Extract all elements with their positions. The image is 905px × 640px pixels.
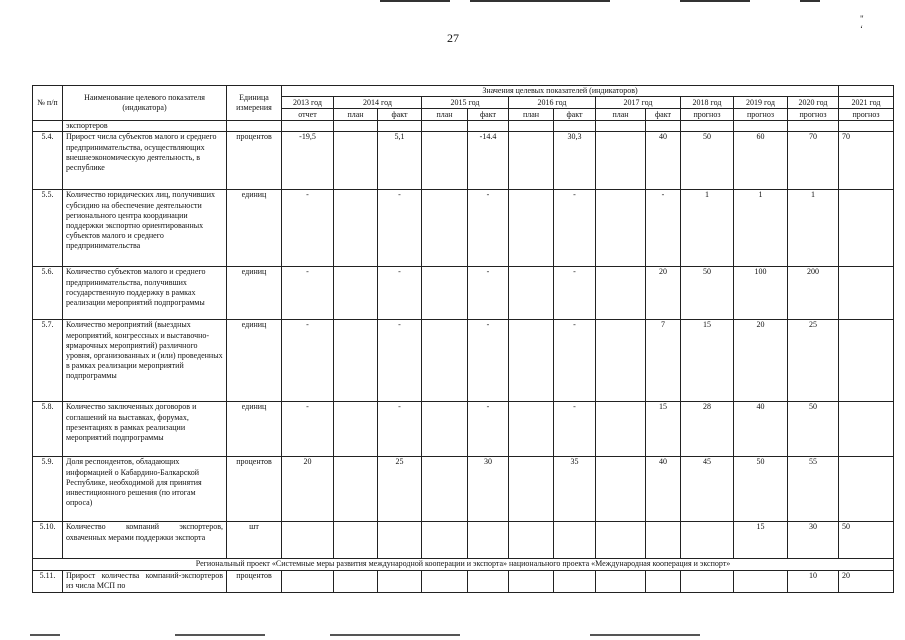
indicator-value: -: [282, 402, 334, 457]
indicator-value: 28: [681, 402, 734, 457]
indicator-name: Количество компаний экспортеров, охваченных мерами поддержки экспорта: [63, 522, 227, 559]
indicator-value: 10: [788, 570, 839, 592]
indicator-value: 15: [681, 320, 734, 402]
indicator-value: [596, 121, 646, 132]
scan-artifact-line: [380, 0, 450, 2]
row-number: 5.5.: [33, 190, 63, 267]
row-number: 5.7.: [33, 320, 63, 402]
page-number: 27: [447, 31, 459, 45]
indicator-value: [839, 402, 894, 457]
unit-of-measure: единиц: [227, 190, 282, 267]
table-row: [33, 121, 894, 132]
indicator-value: [681, 121, 734, 132]
indicator-value: [378, 570, 422, 592]
header-year: 2013 год: [282, 97, 334, 109]
indicator-value: -19,5: [282, 132, 334, 190]
indicator-value: [334, 320, 378, 402]
indicator-value: 15: [734, 522, 788, 559]
target-indicators-table: [32, 85, 894, 593]
header-year: 2017 год: [596, 97, 681, 109]
indicator-value: -: [468, 402, 509, 457]
indicator-value: 40: [734, 402, 788, 457]
indicator-value: [646, 522, 681, 559]
header-year: 2021 год: [839, 97, 894, 109]
indicator-value: [646, 121, 681, 132]
header-subcolumn: план: [509, 109, 554, 121]
indicator-value: [681, 570, 734, 592]
indicator-value: -: [646, 190, 681, 267]
regional-project-row: Региональный проект «Системные меры развития международной кооперации и экспорта» национального проекта «Международная кооперация и экспорт»: [33, 559, 894, 570]
indicator-value: 100: [734, 267, 788, 320]
indicator-value: -: [378, 320, 422, 402]
indicator-value: [596, 457, 646, 522]
scan-artifact-line: [175, 634, 265, 636]
header-subcolumn: план: [596, 109, 646, 121]
indicator-value: [839, 190, 894, 267]
indicator-value: [509, 457, 554, 522]
indicator-value: -: [378, 402, 422, 457]
indicator-value: 20: [282, 457, 334, 522]
scan-artifact-line: [470, 0, 610, 2]
indicator-name: Прирост количества компаний-экспортеров из числа МСП по: [63, 570, 227, 592]
indicator-value: [334, 402, 378, 457]
indicator-value: [509, 402, 554, 457]
indicator-value: -: [378, 267, 422, 320]
indicator-value: [554, 522, 596, 559]
unit-of-measure: единиц: [227, 267, 282, 320]
indicator-value: [334, 267, 378, 320]
indicator-value: [378, 522, 422, 559]
header-year: 2016 год: [509, 97, 596, 109]
indicator-value: [334, 457, 378, 522]
indicator-value: [734, 570, 788, 592]
indicator-value: 1: [734, 190, 788, 267]
indicator-value: 40: [646, 132, 681, 190]
header-year: 2019 год: [734, 97, 788, 109]
indicator-value: -: [378, 190, 422, 267]
header-num: № п/п: [33, 86, 63, 121]
indicator-value: [788, 121, 839, 132]
indicator-value: 30,3: [554, 132, 596, 190]
unit-of-measure: процентов: [227, 132, 282, 190]
header-subcolumn: факт: [378, 109, 422, 121]
table-row: [33, 570, 894, 592]
indicator-value: -: [282, 267, 334, 320]
indicator-value: 50: [681, 132, 734, 190]
indicator-value: [839, 320, 894, 402]
unit-of-measure: [227, 121, 282, 132]
indicator-name: Прирост числа субъектов малого и среднего предпринимательства, осуществляющих внешнеэкономическую деятельность, в республике: [63, 132, 227, 190]
indicator-value: -: [554, 320, 596, 402]
indicator-value: 50: [681, 267, 734, 320]
table-row: [33, 267, 894, 320]
indicator-value: [422, 267, 468, 320]
indicator-value: [596, 320, 646, 402]
indicator-name: Количество юридических лиц, получивших субсидию на обеспечение деятельности регионального центра координации поддержки экспортно ориентированных субъектов малого и среднего предпринимательства: [63, 190, 227, 267]
header-year: 2015 год: [422, 97, 509, 109]
indicator-value: 20: [646, 267, 681, 320]
indicator-value: [596, 522, 646, 559]
indicator-value: 35: [554, 457, 596, 522]
indicator-value: [554, 570, 596, 592]
indicator-value: 25: [788, 320, 839, 402]
unit-of-measure: шт: [227, 522, 282, 559]
indicator-value: 30: [468, 457, 509, 522]
indicator-value: [334, 190, 378, 267]
indicator-value: 45: [681, 457, 734, 522]
indicator-value: [422, 457, 468, 522]
row-number: 5.10.: [33, 522, 63, 559]
indicator-value: 5,1: [378, 132, 422, 190]
indicator-value: -: [468, 190, 509, 267]
indicator-name: Количество субъектов малого и среднего предпринимательства, получивших государственную поддержку в рамках реализации мероприятий подпрограммы: [63, 267, 227, 320]
indicator-value: -: [554, 190, 596, 267]
header-empty: [839, 86, 894, 97]
unit-of-measure: процентов: [227, 570, 282, 592]
header-subcolumn: отчет: [282, 109, 334, 121]
indicator-value: 30: [788, 522, 839, 559]
indicator-value: -: [554, 402, 596, 457]
indicator-value: 40: [646, 457, 681, 522]
row-number: 5.11.: [33, 570, 63, 592]
indicator-value: [282, 121, 334, 132]
table-row: [33, 132, 894, 190]
scan-artifact-line: [680, 0, 750, 2]
header-unit: Единица измерения: [227, 86, 282, 121]
indicator-value: 1: [681, 190, 734, 267]
indicator-value: [509, 190, 554, 267]
indicator-value: [422, 570, 468, 592]
unit-of-measure: единиц: [227, 402, 282, 457]
header-subcolumn: факт: [554, 109, 596, 121]
indicator-value: -: [282, 190, 334, 267]
indicator-value: [334, 132, 378, 190]
indicator-value: [509, 570, 554, 592]
indicator-value: [596, 402, 646, 457]
header-values-group: Значения целевых показателей (индикаторов): [282, 86, 839, 97]
indicator-name: Количество мероприятий (выездных мероприятий, конгрессных и выставочно-ярмарочных мероприятий) различного уровня, организованных и (или) проведенных в рамках реализации мероприятий подпрограммы: [63, 320, 227, 402]
indicator-value: [422, 121, 468, 132]
indicator-value: [596, 267, 646, 320]
indicator-name: Доля респондентов, обладающих информацией о Кабардино-Балкарской Республике, необходимой для принятия инвестиционного решения (по итогам опроса): [63, 457, 227, 522]
indicator-value: [509, 121, 554, 132]
indicator-value: [839, 457, 894, 522]
indicator-value: -: [282, 320, 334, 402]
header-subcolumn: факт: [468, 109, 509, 121]
header-subcolumn: план: [422, 109, 468, 121]
unit-of-measure: процентов: [227, 457, 282, 522]
indicator-value: [646, 570, 681, 592]
indicator-value: -: [554, 267, 596, 320]
indicator-value: 55: [788, 457, 839, 522]
indicator-value: 50: [788, 402, 839, 457]
indicator-value: [468, 570, 509, 592]
indicator-value: 200: [788, 267, 839, 320]
scan-artifact-line: [330, 634, 460, 636]
indicator-value: [509, 267, 554, 320]
indicator-value: [596, 132, 646, 190]
row-number: [33, 121, 63, 132]
indicator-value: [839, 267, 894, 320]
indicator-value: 1: [788, 190, 839, 267]
indicator-value: [422, 522, 468, 559]
row-number: 5.4.: [33, 132, 63, 190]
header-subcolumn: прогноз: [681, 109, 734, 121]
table-row: [33, 522, 894, 559]
indicator-value: [596, 190, 646, 267]
row-number: 5.9.: [33, 457, 63, 522]
indicator-value: [554, 121, 596, 132]
indicator-value: 20: [734, 320, 788, 402]
table-row: [33, 457, 894, 522]
indicator-value: [422, 320, 468, 402]
scan-artifact-line: [590, 634, 700, 636]
header-subcolumn: прогноз: [788, 109, 839, 121]
indicator-value: [839, 121, 894, 132]
indicator-value: [509, 132, 554, 190]
indicator-name: экспортеров: [63, 121, 227, 132]
indicator-value: 7: [646, 320, 681, 402]
indicator-value: [422, 132, 468, 190]
table-row: [33, 402, 894, 457]
indicator-value: [734, 121, 788, 132]
indicator-value: 70: [839, 132, 894, 190]
header-subcolumn: факт: [646, 109, 681, 121]
indicator-value: 50: [839, 522, 894, 559]
indicator-value: [334, 570, 378, 592]
indicator-value: [378, 121, 422, 132]
table-row: [33, 320, 894, 402]
header-year: 2020 год: [788, 97, 839, 109]
indicator-value: -: [468, 320, 509, 402]
indicator-name: Количество заключенных договоров и соглашений на выставках, форумах, презентациях в рамках реализации мероприятий подпрограммы: [63, 402, 227, 457]
header-subcolumn: прогноз: [839, 109, 894, 121]
indicator-value: 15: [646, 402, 681, 457]
indicator-value: [509, 522, 554, 559]
scan-artifact-line: [800, 0, 820, 2]
indicator-value: [596, 570, 646, 592]
header-subcolumn: прогноз: [734, 109, 788, 121]
indicator-value: [681, 522, 734, 559]
indicator-value: [334, 522, 378, 559]
indicator-value: 20: [839, 570, 894, 592]
indicator-value: 60: [734, 132, 788, 190]
indicator-value: -14.4: [468, 132, 509, 190]
indicator-value: [282, 570, 334, 592]
indicator-value: 25: [378, 457, 422, 522]
indicator-value: [468, 522, 509, 559]
unit-of-measure: единиц: [227, 320, 282, 402]
indicator-value: [334, 121, 378, 132]
header-year: 2018 год: [681, 97, 734, 109]
indicator-value: [422, 190, 468, 267]
table-row: [33, 190, 894, 267]
row-number: 5.8.: [33, 402, 63, 457]
header-year: 2014 год: [334, 97, 422, 109]
indicator-value: [422, 402, 468, 457]
header-subcolumn: план: [334, 109, 378, 121]
indicator-value: [509, 320, 554, 402]
header-name: Наименование целевого показателя (индикатора): [63, 86, 227, 121]
indicator-value: -: [468, 267, 509, 320]
row-number: 5.6.: [33, 267, 63, 320]
indicator-value: [282, 522, 334, 559]
scan-artifact-line: [30, 634, 60, 636]
indicator-value: 70: [788, 132, 839, 190]
corner-marks: " ‘: [860, 14, 882, 34]
indicator-value: 50: [734, 457, 788, 522]
indicator-value: [468, 121, 509, 132]
